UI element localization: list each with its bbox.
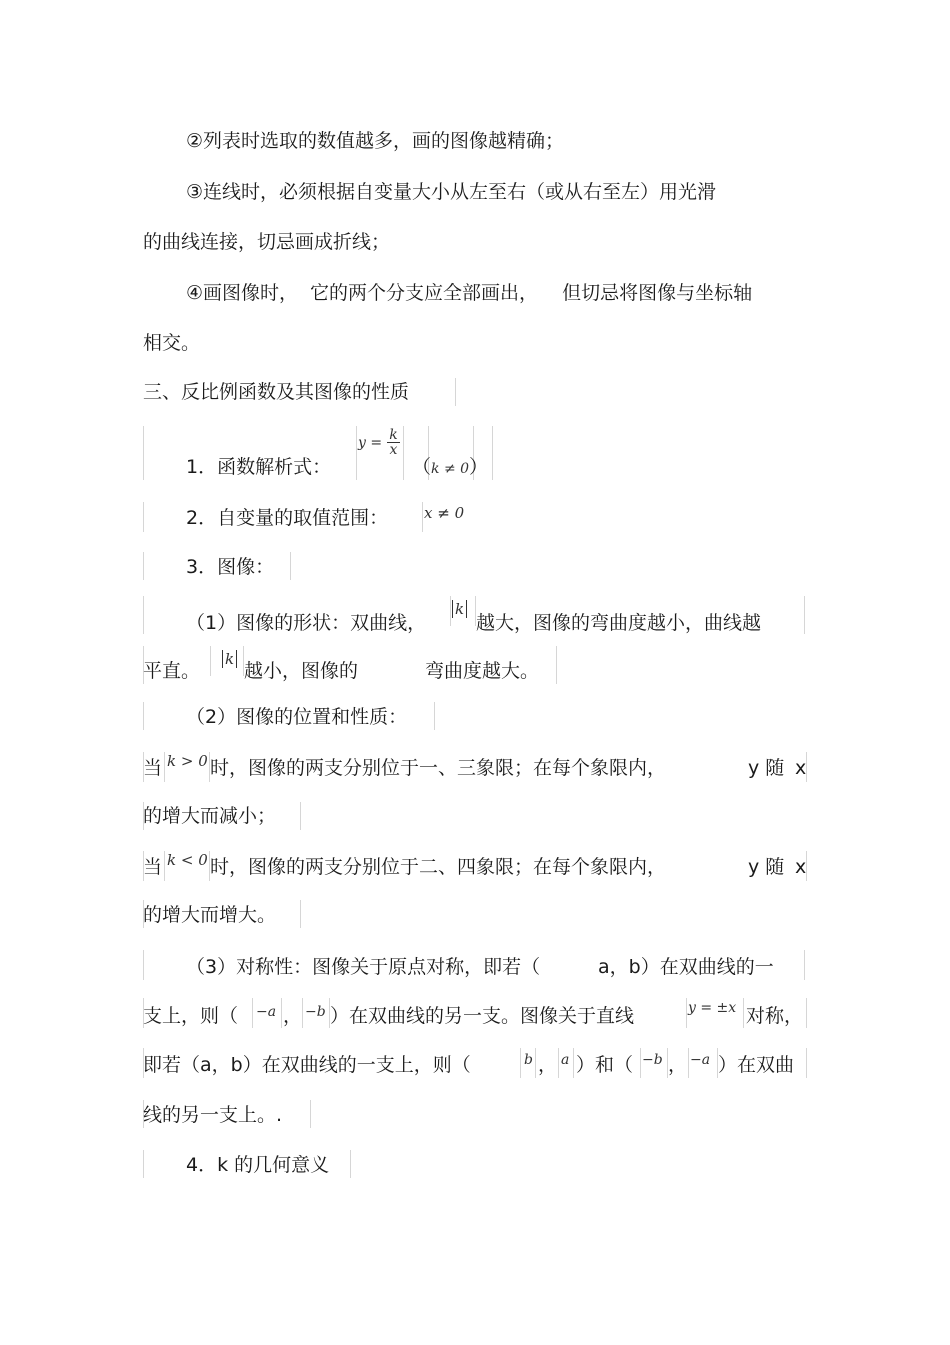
- symmetry-neg-b: −b: [305, 1004, 326, 1020]
- symmetry-line-formula: y = ±x: [688, 1000, 737, 1016]
- item1-label: 1．函数解析式：: [186, 456, 332, 478]
- pos2-formula: k < 0: [167, 851, 208, 869]
- pos2-text: 时，图像的两支分别位于二、四象限；在每个象限内，: [210, 856, 667, 878]
- symmetry-text-3b: ）和（: [576, 1054, 634, 1076]
- paragraph-draw-line-1: [186, 281, 752, 305]
- shape-text-1: （1）图像的形状：双曲线，: [186, 612, 427, 634]
- pos1-formula: k > 0: [167, 752, 208, 770]
- symmetry-a: a: [561, 1052, 570, 1068]
- shape-text-3: 平直。: [143, 660, 201, 682]
- symmetry-text-4: 线的另一支上。.: [143, 1104, 283, 1126]
- symmetry-text-3c: ）在双曲: [718, 1054, 795, 1076]
- shape-text-5: 弯曲度越大。: [425, 660, 540, 682]
- draw-part-3: 但切忌将图像与坐标轴: [562, 282, 753, 304]
- item1-cond-line: [412, 455, 488, 481]
- symmetry-text-3a: 即若（a，b）在双曲线的一支上，则（: [143, 1054, 471, 1076]
- symmetry-comma-2: ，: [538, 1054, 558, 1076]
- section-heading: 三、反比例函数及其图像的性质: [143, 381, 410, 403]
- symmetry-text-1b: a，b）在双曲线的一: [598, 956, 774, 978]
- paren-open: （: [412, 456, 432, 478]
- symmetry-comma: ，: [283, 1005, 303, 1027]
- symmetry-neg-a: −a: [256, 1004, 277, 1020]
- position-label: （2）图像的位置和性质：: [186, 706, 408, 728]
- abs-k2-value: k: [222, 650, 237, 668]
- paragraph-connect-line-2: 的曲线连接，切忌画成折线；: [143, 231, 391, 253]
- symmetry-b: b: [524, 1052, 533, 1068]
- shape-text-4: 越小，图像的: [244, 660, 359, 682]
- abs-k-value: k: [452, 600, 467, 618]
- paragraph-draw-line-2: 相交。: [143, 332, 201, 354]
- paren-close: ）: [469, 456, 489, 478]
- item2-formula: x ≠ 0: [424, 504, 465, 522]
- shape-text-2: 越大，图像的弯曲度越小，曲线越: [476, 612, 762, 634]
- pos1-when: 当: [143, 757, 163, 779]
- shape-abs-k2: [222, 650, 237, 668]
- item4-label: 4．k 的几何意义: [186, 1154, 330, 1176]
- draw-part-1: ④画图像时，: [186, 282, 299, 304]
- formula-numerator: k: [389, 427, 398, 443]
- formula-denominator: x: [389, 442, 398, 458]
- pos1-text: 时，图像的两支分别位于一、三象限；在每个象限内，: [210, 757, 667, 779]
- pos2-text-2: 的增大而增大。: [143, 904, 277, 926]
- shape-abs-k: [452, 600, 467, 618]
- symmetry-comma-3: ，: [668, 1054, 688, 1076]
- pos2-when: 当: [143, 856, 163, 878]
- symmetry-neg-b-2: −b: [642, 1052, 663, 1068]
- symmetry-text-1: （3）对称性：图像关于原点对称，即若（: [186, 956, 541, 978]
- symmetry-neg-a-2: −a: [690, 1052, 711, 1068]
- item1-formula: [358, 428, 400, 457]
- pos2-y: y 随: [748, 856, 785, 878]
- cond-formula: k ≠ 0: [431, 461, 470, 477]
- item2-label: 2．自变量的取值范围：: [186, 507, 389, 529]
- draw-part-2: 它的两个分支应全部画出，: [310, 282, 539, 304]
- formula-lhs: y =: [358, 434, 383, 451]
- formula-fraction: [387, 428, 399, 457]
- symmetry-text-2a: 支上，则（: [143, 1005, 239, 1027]
- pos1-text-2: 的增大而减小；: [143, 805, 277, 827]
- pos2-x: x: [795, 856, 807, 878]
- paragraph-connect-line-1: ③连线时，必须根据自变量大小从左至右（或从右至左）用光滑: [186, 181, 717, 203]
- symmetry-text-2c: 对称，: [746, 1005, 804, 1027]
- pos1-x: x: [795, 757, 807, 779]
- pos1-y: y 随: [748, 757, 785, 779]
- item3-label: 3．图像：: [186, 556, 275, 578]
- paragraph-list-values: ②列表时选取的数值越多，画的图像越精确；: [186, 130, 565, 152]
- symmetry-text-2b: ）在双曲线的另一支。图像关于直线: [330, 1005, 635, 1027]
